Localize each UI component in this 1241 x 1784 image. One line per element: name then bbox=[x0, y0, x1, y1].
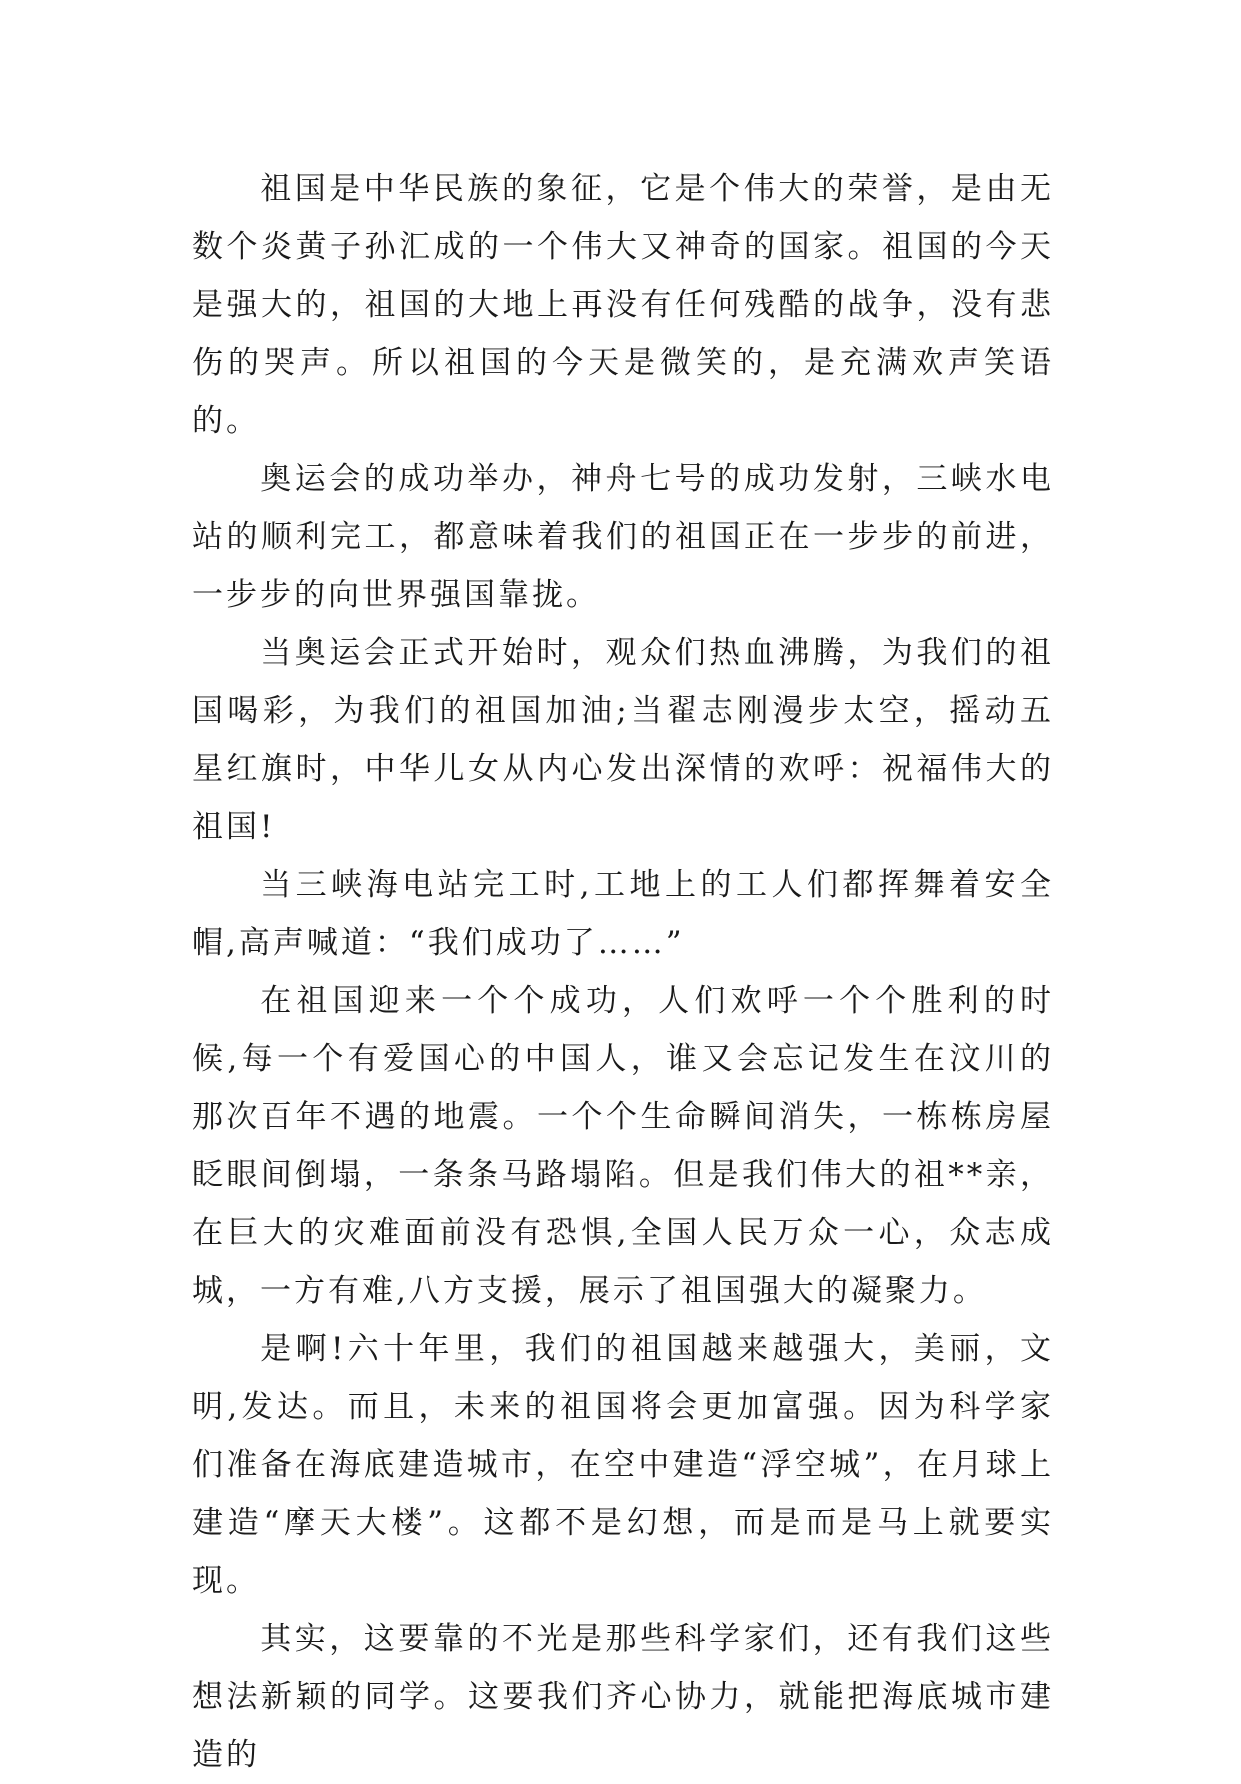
paragraph-6: 是啊!六十年里，我们的祖国越来越强大，美丽，文明,发达。而且，未来的祖国将会更加富强。因为科学家们准备在海底建造城市，在空中建造“浮空城”，在月球上建造“摩天大楼”。这都不是幻想，而是而是马上就要实现。 bbox=[192, 1331, 1054, 1599]
paragraph-5: 在祖国迎来一个个成功，人们欢呼一个个胜利的时候,每一个有爱国心的中国人，谁又会忘记发生在汶川的那次百年不遇的地震。一个个生命瞬间消失，一栋栋房屋眨眼间倒塌，一条条马路塌陷。但是我们伟大的祖**亲，在巨大的灾难面前没有恐惧,全国人民万众一心，众志成城，一方有难,八方支援，展示了祖国强大的凝聚力。 bbox=[192, 983, 1054, 1309]
paragraph-4: 当三峡海电站完工时,工地上的工人们都挥舞着安全帽,高声喊道：“我们成功了……” bbox=[192, 867, 1054, 961]
paragraph-2: 奥运会的成功举办，神舟七号的成功发射，三峡水电站的顺利完工，都意味着我们的祖国正在一步步的前进，一步步的向世界强国靠拢。 bbox=[192, 461, 1054, 613]
document-body bbox=[192, 160, 1054, 1784]
paragraph-7: 其实，这要靠的不光是那些科学家们，还有我们这些想法新颖的同学。这要我们齐心协力，就能把海底城市建造的 bbox=[192, 1621, 1054, 1773]
paragraph-3: 当奥运会正式开始时，观众们热血沸腾，为我们的祖国喝彩，为我们的祖国加油;当翟志刚漫步太空，摇动五星红旗时，中华儿女从内心发出深情的欢呼：祝福伟大的祖国! bbox=[192, 635, 1054, 845]
paragraph-1: 祖国是中华民族的象征，它是个伟大的荣誉，是由无数个炎黄子孙汇成的一个伟大又神奇的国家。祖国的今天是强大的，祖国的大地上再没有任何残酷的战争，没有悲伤的哭声。所以祖国的今天是微笑的，是充满欢声笑语的。 bbox=[192, 171, 1054, 439]
